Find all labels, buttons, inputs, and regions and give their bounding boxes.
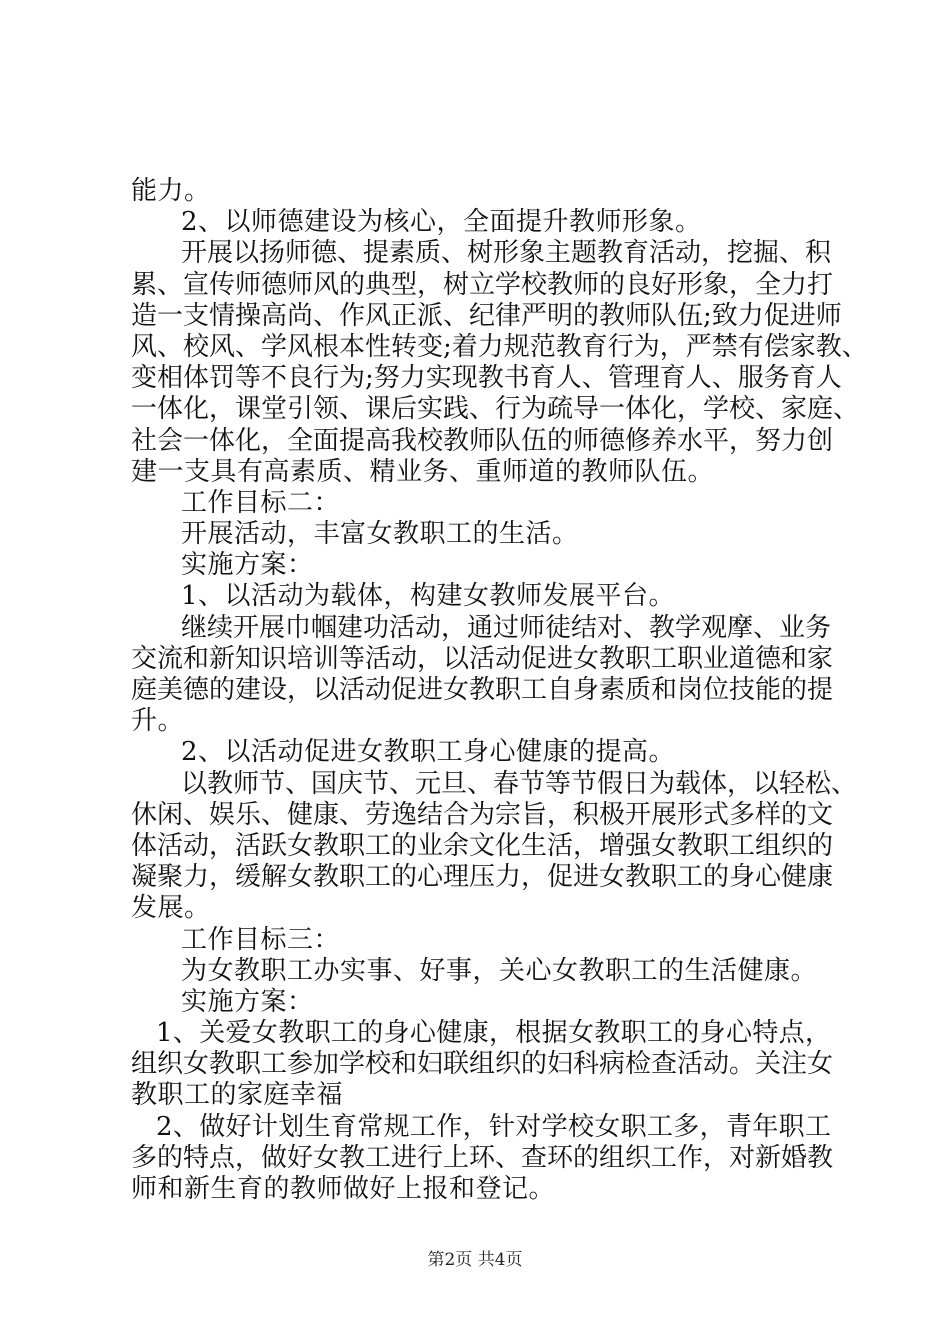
text-line: 能力。 bbox=[131, 176, 211, 206]
text-line: 造一支情操高尚、作风正派、纪律严明的教师队伍;致力促进师 bbox=[131, 300, 842, 331]
text-line: 建一支具有高素质、精业务、重师道的教师队伍。 bbox=[131, 456, 715, 487]
text-line: 社会一体化，全面提高我校教师队伍的师德修养水平，努力创 bbox=[131, 425, 834, 456]
text-line: 风、校风、学风根本性转变;着力规范教育行为，严禁有偿家教、 bbox=[131, 331, 868, 362]
text-line: 2、以活动促进女教职工身心健康的提高。 bbox=[181, 737, 676, 768]
text-line: 继续开展巾帼建功活动，通过师徒结对、教学观摩、业务 bbox=[181, 612, 832, 643]
text-line: 工作目标三： bbox=[181, 924, 341, 955]
page-number-footer: 第2页 共4页 bbox=[427, 1250, 523, 1270]
text-line: 1、以活动为载体，构建女教师发展平台。 bbox=[181, 581, 676, 612]
text-line: 体活动，活跃女教职工的业余文化生活，增强女教职工组织的 bbox=[131, 830, 834, 861]
text-line: 以教师节、国庆节、元旦、春节等节假日为载体，以轻松、 bbox=[181, 768, 858, 799]
text-line: 教职工的家庭幸福 bbox=[131, 1080, 344, 1111]
text-line: 1、关爱女教职工的身心健康，根据女教职工的身心特点， bbox=[156, 1018, 831, 1049]
text-line: 开展活动，丰富女教职工的生活。 bbox=[181, 519, 579, 550]
text-line: 发展。 bbox=[131, 893, 211, 924]
text-line: 交流和新知识培训等活动，以活动促进女教职工职业道德和家 bbox=[131, 643, 834, 674]
document-body bbox=[131, 176, 868, 1205]
text-line: 2、做好计划生育常规工作，针对学校女职工多，青年职工 bbox=[156, 1111, 831, 1142]
text-line: 凝聚力，缓解女教职工的心理压力，促进女教职工的身心健康 bbox=[131, 862, 834, 893]
text-line: 2、以师德建设为核心，全面提升教师形象。 bbox=[181, 207, 702, 238]
text-line: 组织女教职工参加学校和妇联组织的妇科病检查活动。关注女 bbox=[131, 1049, 834, 1080]
text-line: 累、宣传师德师风的典型，树立学校教师的良好形象，全力打 bbox=[131, 269, 834, 300]
text-line: 实施方案： bbox=[181, 986, 314, 1017]
text-line: 开展以扬师德、提素质、树形象主题教育活动，挖掘、积 bbox=[181, 238, 832, 269]
text-line: 为女教职工办实事、好事，关心女教职工的生活健康。 bbox=[181, 955, 818, 986]
text-line: 变相体罚等不良行为;努力实现教书育人、管理育人、服务育人 bbox=[131, 363, 842, 394]
text-line: 师和新生育的教师做好上报和登记。 bbox=[131, 1174, 556, 1204]
text-line: 一体化，课堂引领、课后实践、行为疏导一体化，学校、家庭、 bbox=[131, 394, 860, 425]
text-line: 多的特点，做好女教工进行上环、查环的组织工作，对新婚教 bbox=[131, 1142, 834, 1173]
text-line: 实施方案： bbox=[181, 550, 314, 581]
text-line: 休闲、娱乐、健康、劳逸结合为宗旨，积极开展形式多样的文 bbox=[131, 799, 834, 830]
text-line: 升。 bbox=[131, 706, 185, 737]
text-line: 工作目标二： bbox=[181, 487, 341, 518]
text-line: 庭美德的建设，以活动促进女教职工自身素质和岗位技能的提 bbox=[131, 675, 834, 705]
